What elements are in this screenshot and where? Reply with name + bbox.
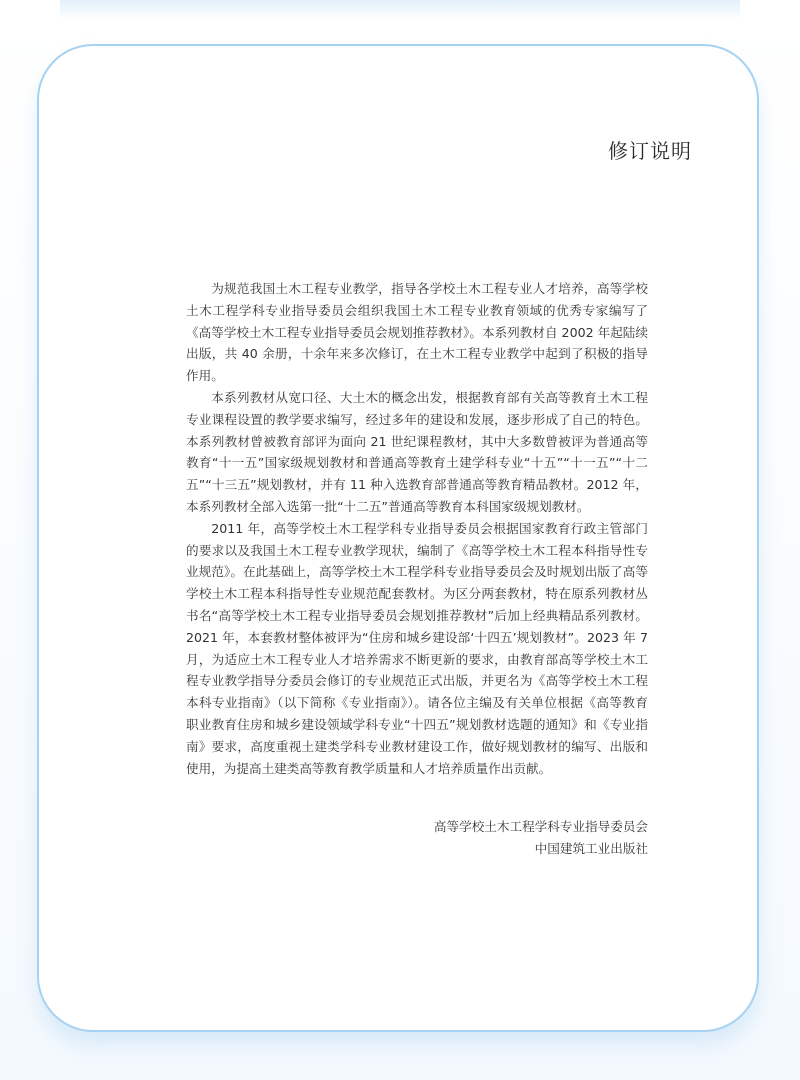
page-title: 修订说明 xyxy=(608,139,692,163)
paragraph-1: 为规范我国土木工程专业教学，指导各学校土木工程专业人才培养，高等学校土木工程学科专业指导委员会组织我国土木工程专业教育领域的优秀专家编写了《高等学校土木工程专业指导委员会规划推荐教材》。本系列教材自 2002 年起陆续出版，共 40 余册，十余年来多次修订，在土木工程专业教学中起到了积极的指导作用。 xyxy=(186,281,648,384)
signature-block xyxy=(434,816,648,860)
top-glow-decoration xyxy=(60,0,740,20)
paragraph-3: 2011 年，高等学校土木工程学科专业指导委员会根据国家教育行政主管部门的要求以及我国土木工程专业教学现状，编制了《高等学校土木工程本科指导性专业规范》。在此基础上，高等学校土木工程学科专业指导委员会及时规划出版了高等学校土木工程本科指导性专业规范配套教材。为区分两套教材，特在原系列教材丛书名“高等学校土木工程专业指导委员会规划推荐教材”后加上经典精品系列教材。2021 年，本套教材整体被评为“住房和城乡建设部‘十四五’规划教材”。2023 年 7 月，为适应土木工程专业人才培养需求不断更新的要求，由教育部高等学校土木工程专业教学指导分委员会修订的专业规范正式出版，并更名为《高等学校土木工程本科专业指南》（以下简称《专业指南》）。请各位主编及有关单位根据《高等教育 职业教育住房和城乡建设领域学科专业“十四五”规划教材选题的通知》和《专业指南》要求，高度重视土建类学科专业教材建设工作，做好规划教材的编写、出版和使用，为提高土建类高等教育教学质量和人才培养质量作出贡献。 xyxy=(186,520,648,776)
paragraph-2: 本系列教材从宽口径、大土木的概念出发，根据教育部有关高等教育土木工程专业课程设置的教学要求编写，经过多年的建设和发展，逐步形成了自己的特色。本系列教材曾被教育部评为面向 21 世纪课程教材，其中大多数曾被评为普通高等教育“十一五”国家级规划教材和普通高等教育土建学科专业“十五”“十一五”“十二五”“十三五”规划教材，并有 11 种入选教育部普通高等教育精品教材。2012 年，本系列教材全部入选第一批“十二五”普通高等教育本科国家级规划教材。 xyxy=(186,389,648,514)
document-body xyxy=(186,278,648,779)
signature-committee: 高等学校土木工程学科专业指导委员会 xyxy=(433,819,648,834)
signature-publisher: 中国建筑工业出版社 xyxy=(534,841,648,856)
